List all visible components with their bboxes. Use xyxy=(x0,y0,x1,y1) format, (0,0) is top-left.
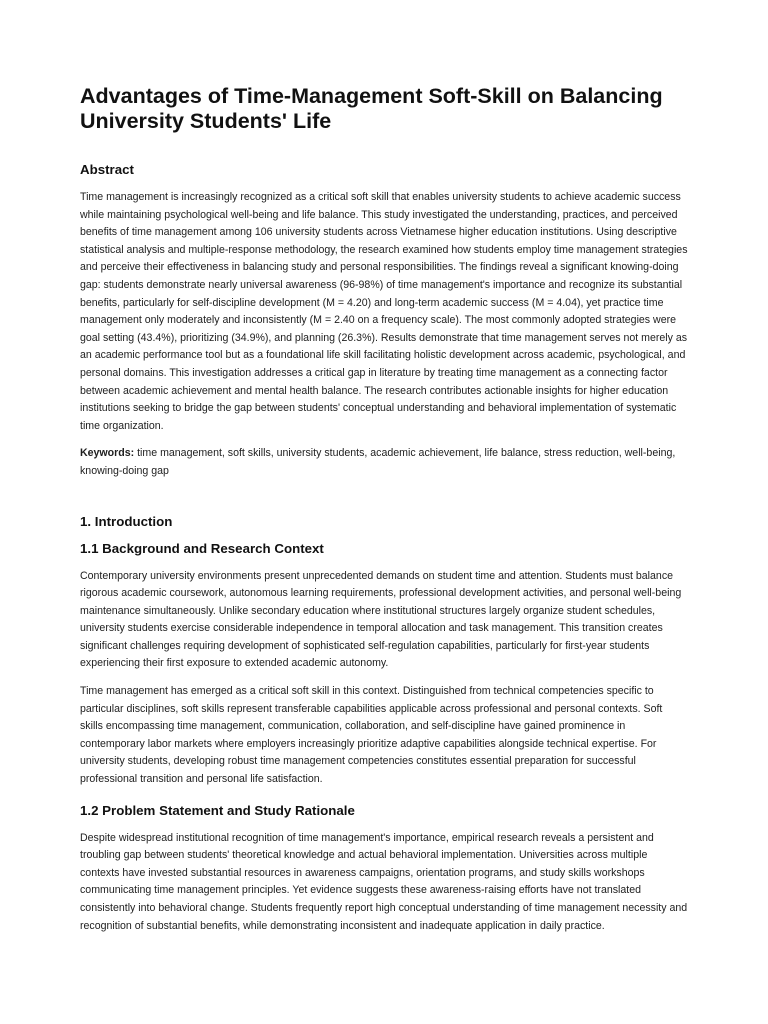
subsection-heading: 1.2 Problem Statement and Study Rationale xyxy=(80,802,355,818)
keywords-text: time management, soft skills, university students, academic achievement, life balance, stress reduction, well-being, knowing-doing gap xyxy=(80,447,676,477)
keywords-line xyxy=(80,445,688,480)
keywords-label: Keywords: xyxy=(80,447,135,460)
paper-title: Advantages of Time-Management Soft-Skill on Balancing University Students' Life xyxy=(80,84,663,133)
subsection-problem-statement xyxy=(80,803,688,936)
introduction-heading: 1. Introduction xyxy=(80,513,173,529)
introduction-section xyxy=(80,514,688,936)
abstract-section xyxy=(80,162,688,435)
body-paragraph: Contemporary university environments present unprecedented demands on student time and attention. Students must balance rigorous academic coursework, autonomous learning requirements, professional development activities, and personal well-being maintenance simultaneously. Unlike secondary education where institutional structures largely organize student schedules, university students exercise considerable independence in temporal allocation and task management. This transition creates significant challenges requiring development of sophisticated self-regulation capabilities, particularly for first-year students experiencing their first exposure to extended academic autonomy. xyxy=(80,569,682,670)
abstract-text: Time management is increasingly recognized as a critical soft skill that enables university students to achieve academic success while maintaining psychological well-being and life balance. This study investigated the understanding, practices, and perceived benefits of time management among 106 university students across Vietnamese higher education institutions. Using descriptive statistical analysis and multiple-response methodology, the research examined how students employ time management strategies and perceive their effectiveness in balancing study and personal responsibilities. The findings reveal a significant knowing-doing gap: students demonstrate nearly universal awareness (96-98%) of time management's importance and recognize its substantial benefits, particularly for self-discipline development (M = 4.20) and long-term academic success (M = 4.04), yet practice time management only moderately and inconsistently (M = 2.40 on a frequency scale). The most commonly adopted strategies were goal setting (43.4%), prioritizing (34.9%), and planning (26.3%). Results demonstrate that time management serves not merely as an academic performance tool but as a foundational life skill facilitating holistic development across academic, psychological, and personal domains. This investigation addresses a critical gap in literature by treating time management as a connecting factor between academic achievement and mental health balance. The research contributes actionable insights for higher education institutions seeking to bridge the gap between students' conceptual understanding and behavioral implementation of systematic time organization. xyxy=(80,191,688,432)
body-paragraph: Despite widespread institutional recognition of time management's importance, empirical research reveals a persistent and troubling gap between students' theoretical knowledge and actual behavioral implementation. Universities across multiple contexts have invested substantial resources in awareness campaigns, orientation programs, and study skills workshops communicating time management principles. Yet evidence suggests these awareness-raising efforts have not translated consistently into behavioral change. Students frequently report high conceptual understanding of time management necessity and recognition of substantial benefits, while demonstrating inconsistent and inadequate application in daily practice. xyxy=(80,831,688,932)
abstract-heading: Abstract xyxy=(80,162,134,177)
subsection-heading: 1.1 Background and Research Context xyxy=(80,540,324,556)
body-paragraph: Time management has emerged as a critical soft skill in this context. Distinguished from technical competencies specific to particular disciplines, soft skills represent transferable capabilities applicable across professional and personal contexts. Soft skills encompassing time management, communication, collaboration, and self-discipline have gained prominence in contemporary labor markets where employers increasingly prioritize adaptive capabilities alongside technical expertise. For university students, developing robust time management competencies constitutes essential preparation for successful professional transition and personal life satisfaction. xyxy=(80,685,663,786)
subsection-background xyxy=(80,541,688,789)
